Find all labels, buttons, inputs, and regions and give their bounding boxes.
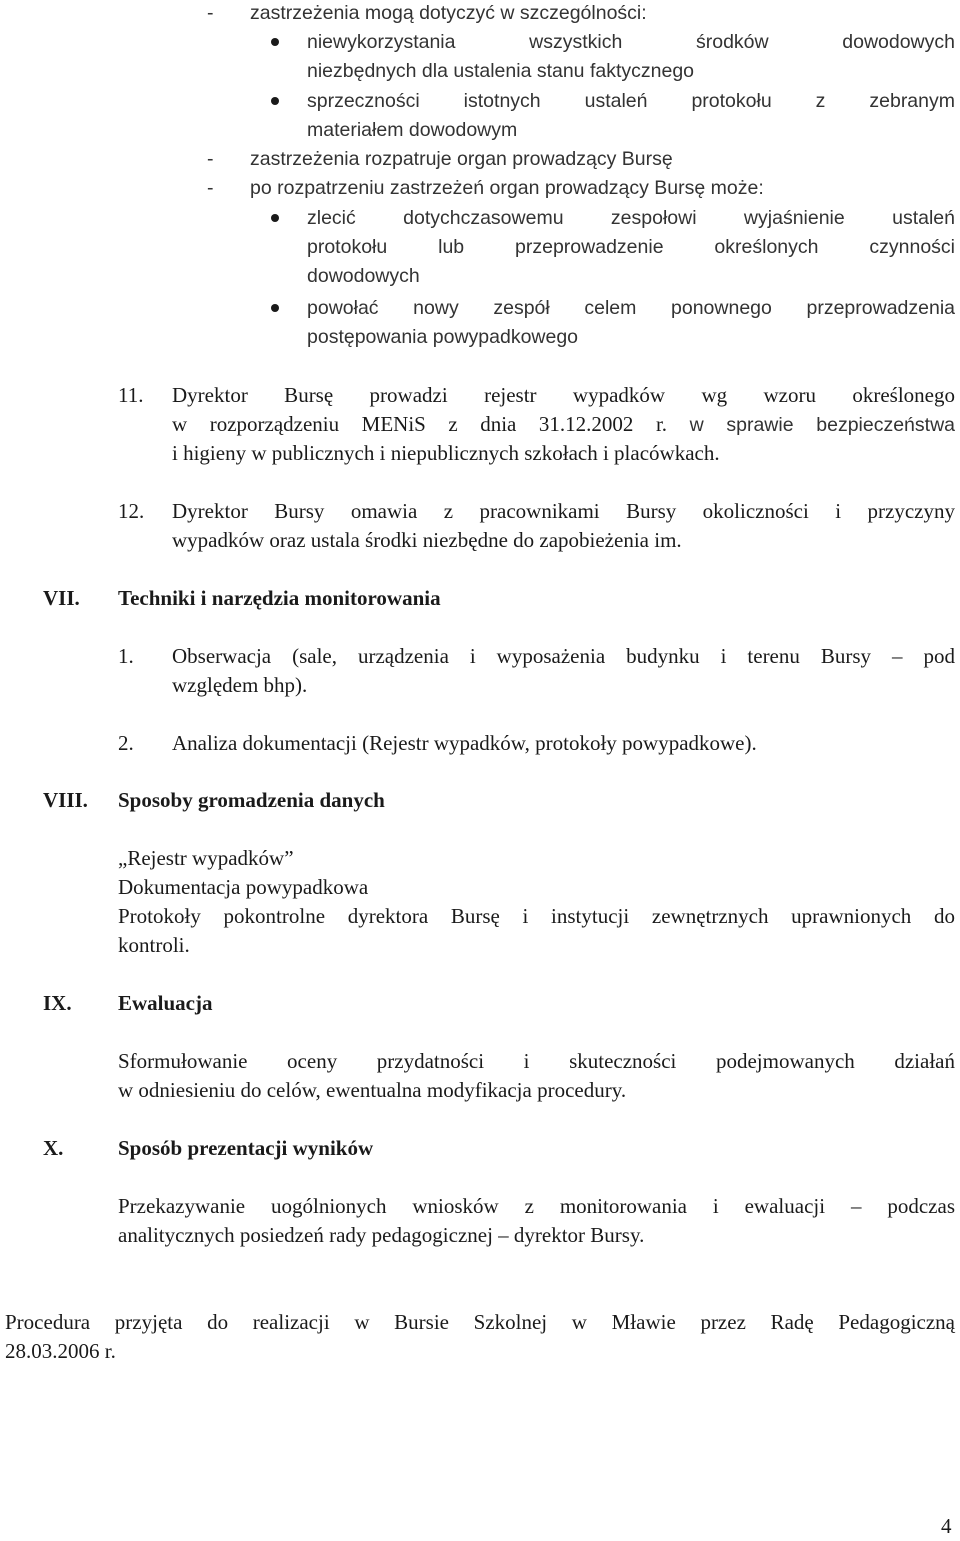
list-item-text: dowodowych	[307, 265, 420, 287]
section-number: IX.	[43, 991, 72, 1015]
section-text: Sformułowanie oceny przydatności i skuteczności podejmowanych działań	[118, 1049, 955, 1073]
section-heading: Ewaluacja	[118, 991, 213, 1015]
item-number: 2.	[118, 731, 134, 755]
bullet-icon	[271, 304, 279, 312]
bullet-icon	[271, 97, 279, 105]
list-dash: -	[207, 2, 214, 24]
list-item-text: zastrzeżenia rozpatruje organ prowadzący Bursę	[250, 148, 673, 170]
list-item-text: niezbędnych dla ustalenia stanu faktycznego	[307, 60, 695, 82]
section-text: kontroli.	[118, 933, 190, 957]
point-number: 12.	[118, 499, 145, 523]
section-number: VII.	[43, 586, 80, 610]
footer-text: Procedura przyjęta do realizacji w Bursie Szkolnej w Mławie przez Radę Pedagogiczną	[5, 1310, 955, 1334]
section-text: analitycznych posiedzeń rady pedagogicznej – dyrektor Bursy.	[118, 1223, 645, 1247]
section-heading: Sposoby gromadzenia danych	[118, 788, 385, 812]
footer-date: 28.03.2006 r.	[5, 1339, 116, 1363]
page-number: 4	[941, 1514, 952, 1538]
point-text: Dyrektor Bursę prowadzi rejestr wypadków wg wzoru określonego	[172, 383, 955, 407]
item-text: Analiza dokumentacji (Rejestr wypadków, protokoły powypadkowe).	[172, 731, 757, 755]
list-item-text: zastrzeżenia mogą dotyczyć w szczególności:	[250, 2, 647, 24]
point-text-line	[172, 410, 955, 440]
section-text: Protokoły pokontrolne dyrektora Bursę i instytucji zewnętrznych uprawnionych do	[118, 904, 955, 928]
list-item-text: materiałem dowodowym	[307, 119, 518, 141]
section-number: X.	[43, 1136, 64, 1160]
bullet-icon	[271, 214, 279, 222]
point-number: 11.	[118, 383, 144, 407]
list-item-text: powołać nowy zespół celem ponownego przeprowadzenia	[307, 297, 955, 319]
list-item-text: sprzeczności istotnych ustaleń protokołu z zebranym	[307, 90, 955, 112]
point-text: wypadków oraz ustala środki niezbędne do zapobieżenia im.	[172, 528, 682, 552]
item-text: Obserwacja (sale, urządzenia i wyposażenia budynku i terenu Bursy – pod	[172, 644, 955, 668]
section-number: VIII.	[43, 788, 88, 812]
list-item-text: po rozpatrzeniu zastrzeżeń organ prowadzący Bursę może:	[250, 177, 764, 199]
list-item-text: zlecić dotychczasowemu zespołowi wyjaśnienie ustaleń	[307, 207, 955, 229]
point-text: w sprawie bezpieczeństwa	[689, 414, 956, 436]
section-text: w odniesieniu do celów, ewentualna modyfikacja procedury.	[118, 1078, 627, 1102]
list-dash: -	[207, 177, 214, 199]
list-item-text: protokołu lub przeprowadzenie określonych czynności	[307, 236, 955, 258]
bullet-icon	[271, 38, 279, 46]
section-heading: Techniki i narzędzia monitorowania	[118, 586, 441, 610]
section-text: Przekazywanie uogólnionych wniosków z monitorowania i ewaluacji – podczas	[118, 1194, 955, 1218]
point-text: w rozporządzeniu MENiS z dnia 31.12.2002 r.	[172, 412, 668, 436]
item-text: względem bhp).	[172, 673, 308, 697]
list-item-text: postępowania powypadkowego	[307, 326, 579, 348]
section-heading: Sposób prezentacji wyników	[118, 1136, 374, 1160]
list-dash: -	[207, 148, 214, 170]
list-item-text: niewykorzystania wszystkich środków dowodowych	[307, 31, 955, 53]
section-text: „Rejestr wypadków”	[118, 846, 294, 870]
section-text: Dokumentacja powypadkowa	[118, 875, 369, 899]
point-text: i higieny w publicznych i niepublicznych szkołach i placówkach.	[172, 441, 720, 465]
point-text: Dyrektor Bursy omawia z pracownikami Bursy okoliczności i przyczyny	[172, 499, 955, 523]
item-number: 1.	[118, 644, 134, 668]
